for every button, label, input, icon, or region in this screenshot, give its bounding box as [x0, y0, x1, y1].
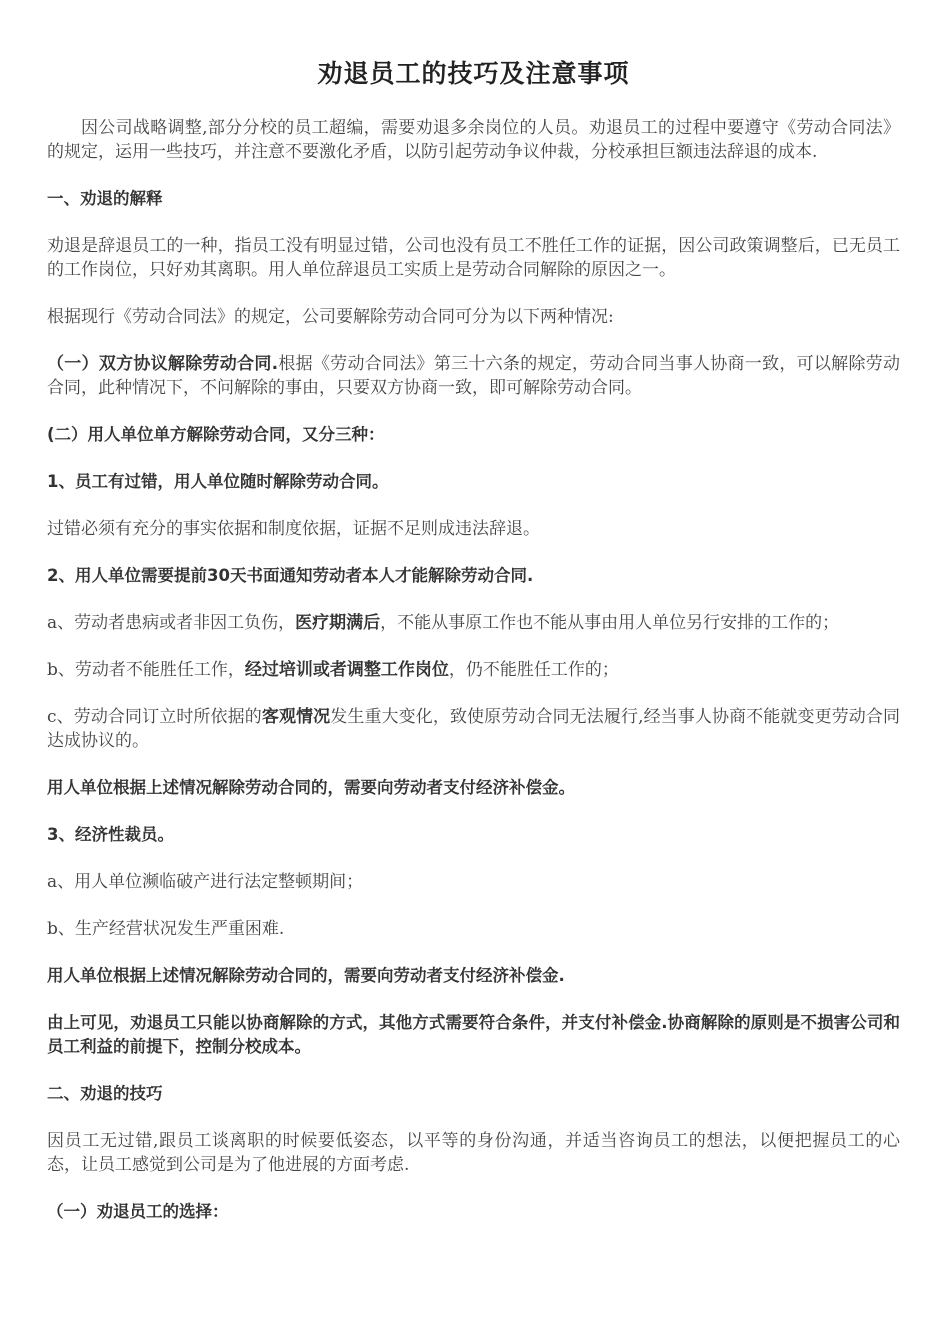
- case-2-item-b-pre: b、劳动者不能胜任工作，: [47, 660, 245, 680]
- case-2-item-a: [47, 611, 900, 635]
- case-2-item-a-bold: 医疗期满后: [295, 613, 381, 633]
- section-1-paragraph-2: 根据现行《劳动合同法》的规定，公司要解除劳动合同可分为以下两种情况:: [47, 307, 614, 327]
- item-2-heading: (二）用人单位单方解除劳动合同，又分三种：: [47, 425, 385, 444]
- case-3-heading: 3、经济性裁员。: [47, 825, 174, 844]
- case-2-item-c-post: 发生重大变化，致使原劳动合同无法履行,经当事人协商不能就变更劳动合同达成协议的。: [47, 707, 900, 751]
- case-3-item-b: b、生产经营状况发生严重困难.: [47, 919, 285, 939]
- intro-paragraph: 因公司战略调整,部分分校的员工超编，需要劝退多余岗位的人员。劝退员工的过程中要遵守《劳动合同法》的规定，运用一些技巧，并注意不要激化矛盾，以防引起劳动争议仲裁，分校承担巨额违法辞退的成本.: [47, 118, 900, 162]
- case-2-item-c: [47, 705, 900, 753]
- case-2-item-a-post: ，不能从事原工作也不能从事由用人单位另行安排的工作的；: [380, 613, 840, 633]
- case-2-heading: 2、用人单位需要提前30天书面通知劳动者本人才能解除劳动合同.: [47, 566, 534, 585]
- item-1-text: 根据《劳动合同法》第三十六条的规定，劳动合同当事人协商一致，可以解除劳动合同，此种情况下，不问解除的事由，只要双方协商一致，即可解除劳动合同。: [47, 354, 901, 398]
- item-1-bold-label: （一）双方协议解除劳动合同.: [47, 354, 279, 374]
- case-2-note: 用人单位根据上述情况解除劳动合同的，需要向劳动者支付经济补偿金。: [47, 778, 575, 797]
- item-1-paragraph: [47, 352, 900, 400]
- section-2-subheading-1: （一）劝退员工的选择：: [47, 1202, 229, 1221]
- case-2-item-c-bold: 客观情况: [261, 707, 331, 727]
- case-2-item-b-post: ，仍不能胜任工作的；: [448, 660, 619, 680]
- document-title: 劝退员工的技巧及注意事项: [317, 59, 630, 88]
- section-1-paragraph-1: 劝退是辞退员工的一种，指员工没有明显过错，公司也没有员工不胜任工作的证据，因公司政策调整后，已无员工的工作岗位，只好劝其离职。用人单位辞退员工实质上是劳动合同解除的原因之一。: [47, 236, 900, 280]
- section-1-heading: 一、劝退的解释: [47, 189, 163, 208]
- case-3-note: 用人单位根据上述情况解除劳动合同的，需要向劳动者支付经济补偿金.: [47, 966, 565, 985]
- case-1-text: 过错必须有充分的事实依据和制度依据，证据不足则成违法辞退。: [47, 519, 540, 539]
- case-2-item-a-pre: a、劳动者患病或者非因工负伤，: [47, 613, 296, 633]
- case-1-heading: 1、员工有过错，用人单位随时解除劳动合同。: [47, 472, 389, 491]
- case-2-item-b: [47, 658, 900, 682]
- case-3-item-a: a、用人单位濒临破产进行法定整顿期间；: [47, 872, 364, 892]
- case-2-item-b-bold: 经过培训或者调整工作岗位: [244, 660, 449, 680]
- case-2-item-c-pre: c、劳动合同订立时所依据的: [47, 707, 262, 727]
- section-2-paragraph-1: 因员工无过错,跟员工谈离职的时候要低姿态，以平等的身份沟通，并适当咨询员工的想法，以便把握员工的心态，让员工感觉到公司是为了他进展的方面考虑.: [47, 1131, 900, 1175]
- summary-paragraph: 由上可见，劝退员工只能以协商解除的方式，其他方式需要符合条件，并支付补偿金.协商解除的原则是不损害公司和员工利益的前提下，控制分校成本。: [47, 1013, 900, 1056]
- section-2-heading: 二、劝退的技巧: [47, 1084, 163, 1103]
